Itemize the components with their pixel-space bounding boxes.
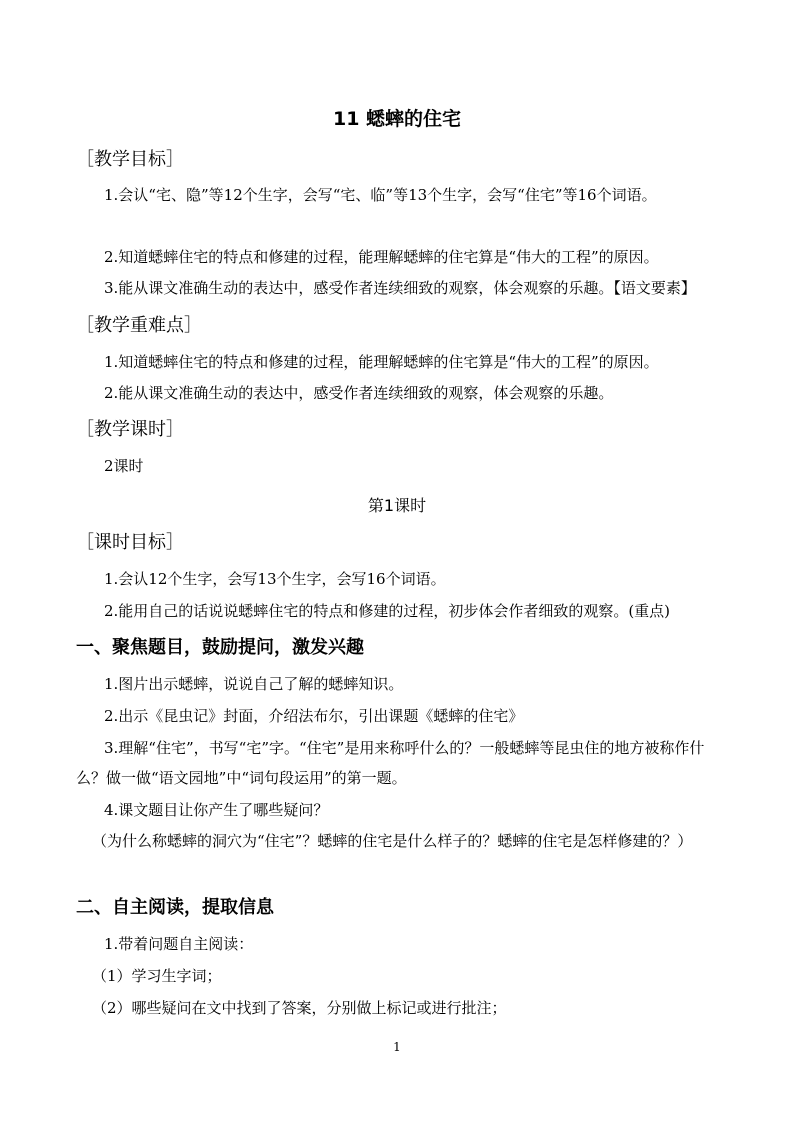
page-number: 1 [393, 1040, 401, 1054]
section-2-item-2: （1）学习生字词； [92, 967, 222, 985]
section-1-item-4: 4.课文题目让你产生了哪些疑问？ [104, 801, 329, 819]
key-point-2: 2.能从课文准确生动的表达中，感受作者连续细致的观察，体会观察的乐趣。 [104, 384, 614, 402]
heading-lesson-objectives: ［课时目标］ [76, 532, 184, 553]
section-1-title: 一、聚焦题目，鼓励提问，激发兴趣 [76, 637, 364, 658]
heading-periods: ［教学课时］ [76, 419, 184, 440]
objective-3: 3.能从课文准确生动的表达中，感受作者连续细致的观察，体会观察的乐趣。【语文要素】 [104, 279, 696, 297]
heading-objectives: ［教学目标］ [76, 149, 184, 170]
lesson-title: 第1课时 [367, 496, 427, 515]
section-1-item-1: 1.图片出示蟋蟀，说说自己了解的蟋蟀知识。 [104, 675, 404, 693]
key-point-1: 1.知道蟋蟀住宅的特点和修建的过程，能理解蟋蟀的住宅算是“伟大的工程”的原因。 [104, 353, 659, 371]
section-2-title: 二、自主阅读，提取信息 [76, 897, 274, 918]
periods-text: 2课时 [104, 457, 144, 475]
section-1-item-5: （为什么称蟋蟀的洞穴为“住宅”？蟋蟀的住宅是什么样子的？蟋蟀的住宅是怎样修建的？） [92, 832, 693, 850]
heading-key-points: ［教学重难点］ [76, 315, 202, 336]
document-title: 11 蟋蟀的住宅 [332, 108, 462, 130]
section-1-item-2: 2.出示《昆虫记》封面，介绍法布尔，引出课题《蟋蟀的住宅》 [104, 707, 524, 725]
lesson-objective-1: 1.会认12个生字，会写13个生字，会写16个词语。 [104, 570, 446, 588]
section-1-item-3: 3.理解“住宅”，书写“宅”字。“住宅”是用来称呼什么的？一般蟋蟀等昆虫住的地方被称作什么？做一做“语文园地”中“词句段运用”的第一题。 [76, 739, 705, 787]
section-2-item-1: 1.带着问题自主阅读： [104, 935, 254, 953]
objective-2: 2.知道蟋蟀住宅的特点和修建的过程，能理解蟋蟀的住宅算是“伟大的工程”的原因。 [104, 248, 659, 266]
objective-1: 1.会认“宅、隐”等12个生字，会写“宅、临”等13个生字，会写“住宅”等16个词语。 [104, 186, 657, 204]
lesson-objective-2: 2.能用自己的话说说蟋蟀住宅的特点和修建的过程，初步体会作者细致的观察。(重点) [104, 602, 671, 620]
section-2-item-3: （2）哪些疑问在文中找到了答案，分别做上标记或进行批注； [92, 999, 507, 1017]
